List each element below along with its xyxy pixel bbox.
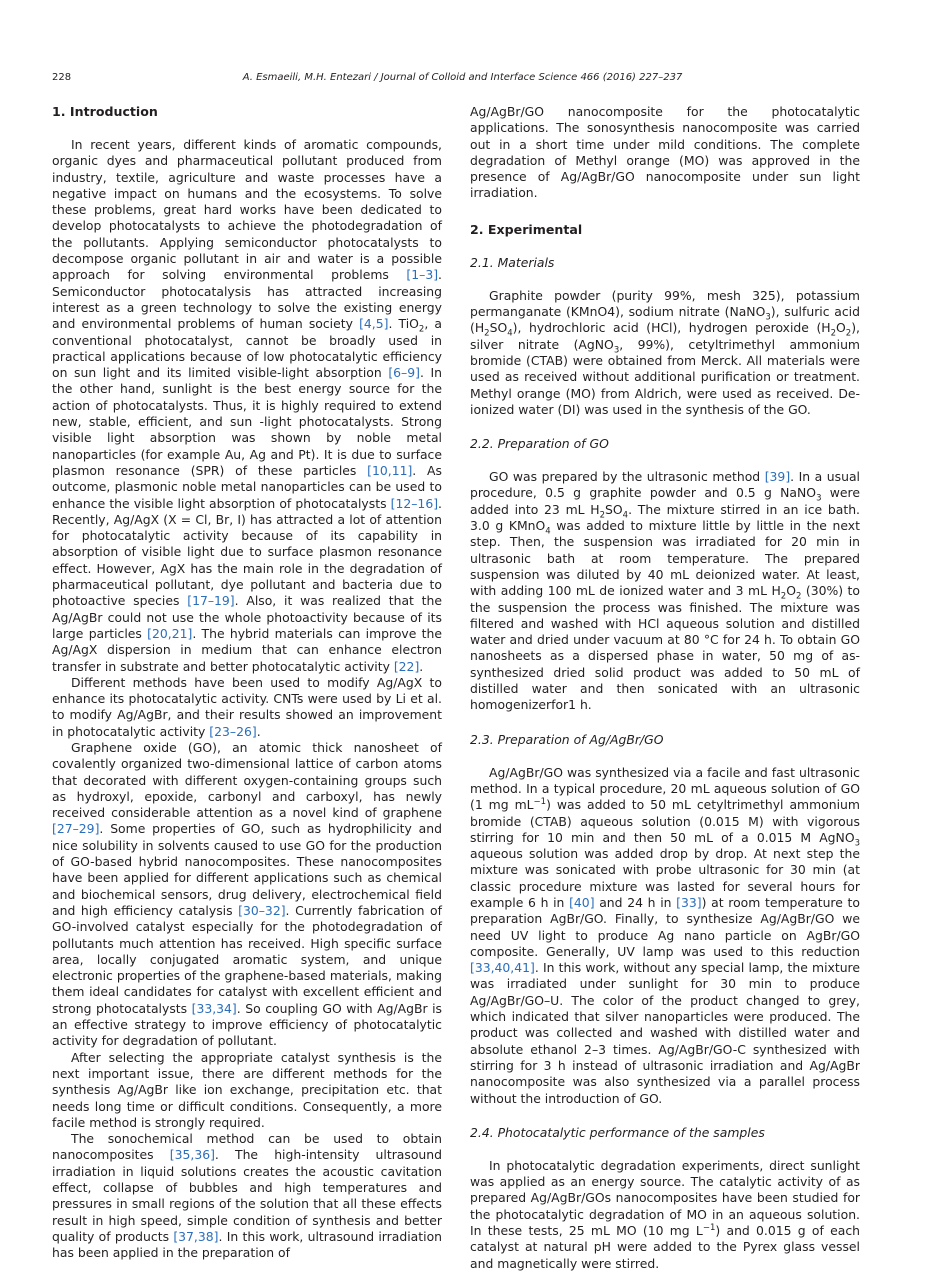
subsection-title-photocatalytic-performance: 2.4. Photocatalytic performance of the samples	[470, 1124, 765, 1140]
intro-paragraph-1: In recent years, different kinds of aromatic compounds, organic dyes and pharmaceutical pollutant produced from industry, textile, agriculture and waste processes have a negative impact on humans and the ecosystems. To solve these problems, great hard works have been dedicated to develop photocatalysts to achieve the photodegradation of the pollutants. Applying semiconductor photocatalysts to decompose organic pollutant in air and water is a possible approach for solving environmental problems [1–3]. Semiconductor photocatalysis has attracted increasing interest as a green technology to solve the existing energy and environmental problems of human society [4,5]. TiO$_2$, a conventional photocatalyst, cannot be broadly used in practical applications because of low photocatalytic efficiency on sun light and its limited visible-light absorption [6–9]. In the other hand, sunlight is the best energy source for the action of photocatalysts. Thus, it is highly required to extend new, stable, efficient, and sun -light photocatalysts. Strong visible light absorption was shown by noble metal nanoparticles (for example Au, Ag and Pt). It is due to surface plasmon resonance (SPR) of these particles [10,11]. As outcome, plasmonic noble metal nanoparticles can be used to enhance the visible light absorption of photocatalysts [12–16]. Recently, Ag/AgX (X = Cl, Br, I) has attracted a lot of attention for photocatalytic activity because of its capability in absorption of visible light due to surface plasmon resonance effect. However, AgX has the main role in the degradation of pharmaceutical pollutant, dye pollutant and bacteria due to photoactive species [17–19]. Also, it was realized that the Ag/AgBr could not use the whole photoactivity because of its large particles [20,21]. The hybrid materials can improve the Ag/AgX dispersion in medium that can enhance electron transfer in substrate and better photocatalytic activity [22].	[52, 137, 443, 674]
photocatalytic-performance-paragraph: In photocatalytic degradation experiments, direct sunlight was applied as an energy source. The catalytic activity of as prepared Ag/AgBr/GOs nanocomposites have been studied for the photocatalytic degradation of MO in an aqueous solution. In these tests, 25 mL MO (10 mg $L^{-1}$) and 0.015 g of each catalyst at natural pH were added to the Pyrex glass vessel and magnetically were stirred.	[470, 1157, 860, 1271]
right-column	[470, 104, 860, 1272]
subsection-title-preparation-go: 2.2. Preparation of GO	[470, 436, 609, 452]
intro-paragraph-3: Graphene oxide (GO), an atomic thick nanosheet of covalently organized two-dimensional lattice of carbon atoms that decorated with different oxygen-containing groups such as hydroxyl, epoxide, carbonyl and carboxyl, has newly received considerable attention as a novel kind of graphene [27–29]. Some properties of GO, such as hydrophilicity and nice solubility in solvents caused to use GO for the production of GO-based hybrid nanocomposites. These nanocomposites have been applied for different applications such as chemical and biochemical sensors, drug delivery, electrochemical field and high efficiency catalysis [30–32]. Currently fabrication of GO-involved catalyst especially for the photodegradation of pollutants much attention has received. High specific surface area, locally conjugated aromatic system, and unique electronic properties of the graphene-based materials, making them ideal candidates for catalyst with excellent efficient and strong photocatalysts [33,34]. So coupling GO with Ag/AgBr is an effective strategy to improve efficiency of photocatalytic activity for degradation of pollutant.	[52, 739, 442, 1049]
citation-link[interactable]: [17–19]	[187, 593, 235, 609]
section-heading-experimental: 2. Experimental	[470, 221, 583, 237]
citation-link[interactable]: [22]	[393, 658, 420, 674]
citation-link[interactable]: [37,38]	[173, 1228, 219, 1244]
citation-link[interactable]: [20,21]	[147, 625, 193, 641]
citation-link[interactable]: [1–3]	[406, 267, 439, 283]
page-header	[52, 72, 873, 88]
journal-citation: A. Esmaeili, M.H. Entezari / Journal of Colloid and Interface Science 466 (2016) 227–237	[242, 72, 683, 83]
subsection-title-preparation-ag-agbr-go: 2.3. Preparation of Ag/AgBr/GO	[470, 731, 664, 747]
page-number: 228	[52, 72, 72, 83]
left-column	[52, 104, 442, 1261]
section-heading-introduction: 1. Introduction	[52, 104, 158, 119]
preparation-ag-agbr-go-paragraph: Ag/AgBr/GO was synthesized via a facile and fast ultrasonic method. In a typical procedure, 20 mL aqueous solution of GO (1 mg $mL^{-1}$) was added to 50 mL cetyltrimethyl ammonium bromide (CTAB) aqueous solution (0.015 M) with vigorous stirring for 10 min and then 50 mL of a 0.015 M AgNO$_3$ aqueous solution was added drop by drop. At next step the mixture was sonicated with probe ultrasonic for 30 min (at classic procedure mixture was lasted for several hours for example 6 h in [40] and 24 h in [33]) at room temperature to preparation AgBr/GO. Finally, to synthesize Ag/AgBr/GO we need UV light to produce Ag nano particle on AgBr/GO composite. Generally, UV lamp was used to this reduction [33,40,41]. In this work, without any special lamp, the mixture was irradiated under sunlight for 30 min to produce Ag/AgBr/GO–U. The color of the product changed to grey, which indicated that silver nanoparticles were produced. The product was collected and washed with distilled water and absolute ethanol 2–3 times. Ag/AgBr/GO-C synthesized with stirring for 3 h instead of ultrasonic irradiation and Ag/AgBr nanocomposite was also synthesized via a parallel process without the introduction of GO.	[470, 764, 860, 1106]
intro-paragraph-continued: Ag/AgBr/GO nanocomposite for the photocatalytic applications. The sonosynthesis nanocomposite was carried out in a short time under mild conditions. The complete degradation of Methyl orange (MO) was approved in the presence of Ag/AgBr/GO nanocomposite under sun light irradiation.	[470, 104, 860, 201]
citation-link[interactable]: [23–26]	[209, 723, 257, 739]
citation-link[interactable]: [39]	[764, 469, 791, 485]
citation-link[interactable]: [33,40,41]	[470, 960, 535, 976]
citation-link[interactable]: [35,36]	[169, 1147, 215, 1163]
citation-link[interactable]: [27–29]	[52, 821, 100, 837]
citation-link[interactable]: [6–9]	[388, 365, 420, 381]
intro-paragraph-2: Different methods have been used to modify Ag/AgX to enhance its photocatalytic activity. CNTs were used by Li et al. to modify Ag/AgBr, and their results showed an improvement in photocatalytic activity [23–26].	[52, 674, 442, 739]
citation-link[interactable]: [33]	[676, 894, 702, 910]
intro-paragraph-4: After selecting the appropriate catalyst synthesis is the next important issue, there are different methods for the synthesis Ag/AgBr like ion exchange, precipitation etc. that needs long time or difficult conditions. Consequently, a more facile method is strongly required.	[52, 1049, 442, 1130]
citation-link[interactable]: [30–32]	[238, 902, 286, 918]
citation-link[interactable]: [4,5]	[359, 316, 389, 332]
intro-paragraph-5: The sonochemical method can be used to obtain nanocomposites [35,36]. The high-intensity ultrasound irradiation in liquid solutions creates the acoustic cavitation effect, collapse of bubbles and high temperatures and pressures in small regions of the solution that all these effects result in high speed, simple condition of synthesis and better quality of products [37,38]. In this work, ultrasound irradiation has been applied in the preparation of	[52, 1131, 443, 1261]
subsection-title-materials: 2.1. Materials	[470, 254, 555, 270]
preparation-go-paragraph: GO was prepared by the ultrasonic method [39]. In a usual procedure, 0.5 g graphite powder and 0.5 g NaNO$_3$ were added into 23 mL $H_2SO_4$. The mixture stirred in an ice bath. 3.0 g KMnO$_4$ was added to mixture little by little in the next step. Then, the suspension was irradiated for 20 min in ultrasonic bath at room temperature. The prepared suspension was diluted by 40 mL deionized water. At least, with adding 100 mL de ionized water and 3 mL $H_2O_2$ (30%) to the suspension the process was finished. The mixture was filtered and washed with HCl aqueous solution and distilled water and dried under vacuum at 80 °C for 24 h. To obtain GO nanosheets as a dispersed phase in water, 50 mg of as-synthesized dried solid product was added to 50 mL of distilled water and then sonicated with an ultrasonic homogenizerfor1 h.	[470, 469, 861, 713]
citation-link[interactable]: [40]	[569, 894, 595, 910]
citation-link[interactable]: [10,11]	[367, 462, 413, 478]
materials-paragraph: Graphite powder (purity 99%, mesh 325), potassium permanganate (KMnO4), sodium nitrate (NaNO$_3$), sulfuric acid $(H_2SO_4)$, hydrochloric acid (HCl), hydrogen peroxide $(H_2O_2)$, silver nitrate (AgNO$_3$, 99%), cetyltrimethyl ammonium bromide (CTAB) were obtained from Merck. All materials were used as received without additional purification or treatment. Methyl orange (MO) from Aldrich, were used as received. De-ionized water (DI) was used in the synthesis of the GO.	[470, 287, 860, 417]
citation-link[interactable]: [12–16]	[390, 495, 439, 511]
citation-link[interactable]: [33,34]	[191, 1000, 237, 1016]
